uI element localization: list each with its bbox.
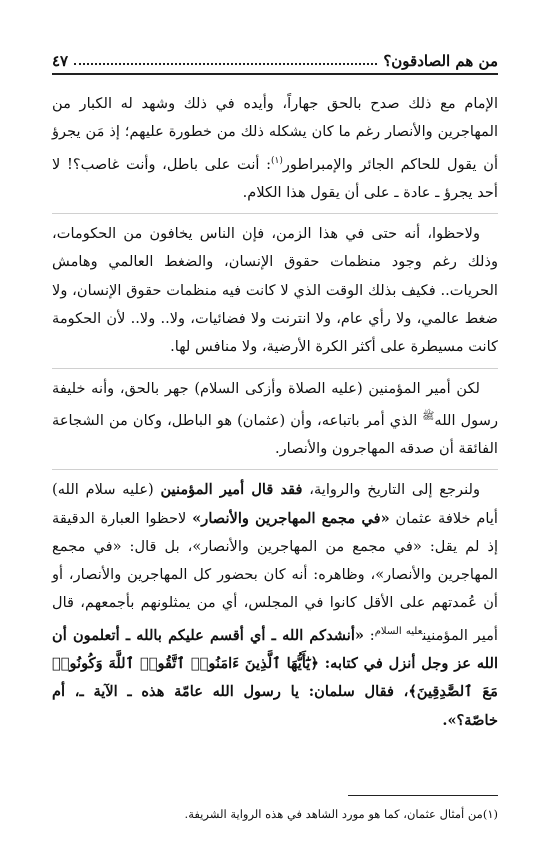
paragraph-3-text-a: لكن أمير المؤمنين (عليه الصلاة وأزكى السلام) جهر بالحق، وأنه خليفة رسول الله bbox=[52, 379, 498, 429]
footnote-marker[interactable]: (١) bbox=[271, 155, 283, 166]
paragraph-1-text: الإمام مع ذلك صدح بالحق جهاراً، وأيده في ذلك وشهد له الكبار من المهاجرين والأنصار رغم ما كان يشكله ذلك من خطورة عليهم؛ إذ مَن يجرؤ أن يقول للحاكم الجائر والإمبراطور bbox=[52, 95, 499, 173]
footnote-rule bbox=[348, 795, 498, 796]
running-title: من هم الصادقون؟ bbox=[383, 52, 498, 70]
header-rule bbox=[52, 73, 498, 75]
paragraph-4 bbox=[52, 469, 498, 735]
paragraph-4-bold-d: «في مجمع المهاجرين والأنصار» bbox=[192, 509, 390, 527]
paragraph-4-text-f: : bbox=[364, 626, 375, 644]
paragraph-2 bbox=[52, 213, 498, 361]
footnote: (١)من أمثال عثمان، كما هو مورد الشاهد في هذه الرواية الشريفة. bbox=[184, 807, 498, 821]
page-header bbox=[52, 44, 498, 70]
quran-verse: ﴿يَٰٓأَيُّهَا ٱلَّذِينَ ءَامَنُوا۟ ٱتَّقُوا۟ ٱللَّهَ وَكُونُوا۟ مَعَ ٱلصَّٰدِقِينَ﴾ bbox=[52, 654, 498, 701]
paragraph-1-tail: : أنت على باطل، وأنت غاصب؟! لا أحد يجرؤ ـ عادة ـ على أن يقول هذا الكلام. bbox=[52, 155, 498, 201]
paragraph-4-text-e: لاحظوا العبارة الدقيقة إذ لم يقل: «في مجمع من المهاجرين والأنصار»، بل قال: «في مجمع المهاجرين والأنصار»، وظاهره: أنه كان بحضور كل المهاجرين والأنصار، أو أن عُمدتهم على الأقل كانوا في المجلس، أي من يمثلونهم بأجمعهم، قال أمير المؤمنين bbox=[52, 509, 498, 644]
paragraph-2-text: ولاحظوا، أنه حتى في هذا الزمن، فإن الناس يخافون من الحكومات، وذلك رغم وجود منظمات حقوق الإنسان، والضغط العالمي وهامش الحريات.. فكيف بذلك الوقت الذي لا كانت فيه منظمات حقوق الإنسان، ولا ضغط عالمي، ولا رأي عام، ولا انترنت ولا فضائيات، ولا.. ولا.. لأن الحكومة كانت مسيطرة على أكثر الكرة الأرضية، ولا منافس لها. bbox=[52, 225, 498, 356]
paragraph-1 bbox=[52, 90, 498, 207]
paragraph-4-text-a: ولنرجع إلى التاريخ والرواية، bbox=[302, 481, 481, 499]
paragraph-3-text-b: الذي أمر باتباعه، وأن (عثمان) هو الباطل، وكان من الشجاعة الفائقة أن صدقه المهاجرون والأنصار. bbox=[52, 411, 498, 457]
paragraph-4-bold-g: «أنشدكم الله ـ أي أقسم عليكم بالله ـ أتعلمون أن الله عز وجل أنزل في كتابه: bbox=[52, 626, 498, 672]
paragraph-3 bbox=[52, 368, 498, 464]
paragraph-4-text-c: (عليه سلام الله) أيام خلافة عثمان bbox=[52, 481, 498, 527]
leader-dots bbox=[74, 62, 377, 65]
paragraph-4-bold-b: فقد قال أمير المؤمنين bbox=[160, 481, 303, 499]
alayhi-salam-honorific: عليه السلام bbox=[374, 625, 423, 637]
salawat-honorific: ﷺ bbox=[422, 410, 435, 422]
page-number: ٤٧ bbox=[52, 52, 69, 70]
body-text bbox=[52, 90, 498, 741]
paragraph-4-bold-h: ، فقال سلمان: يا رسول الله عامّة هذه ـ الآية ـ، أم خاصّة؟». bbox=[52, 683, 498, 729]
